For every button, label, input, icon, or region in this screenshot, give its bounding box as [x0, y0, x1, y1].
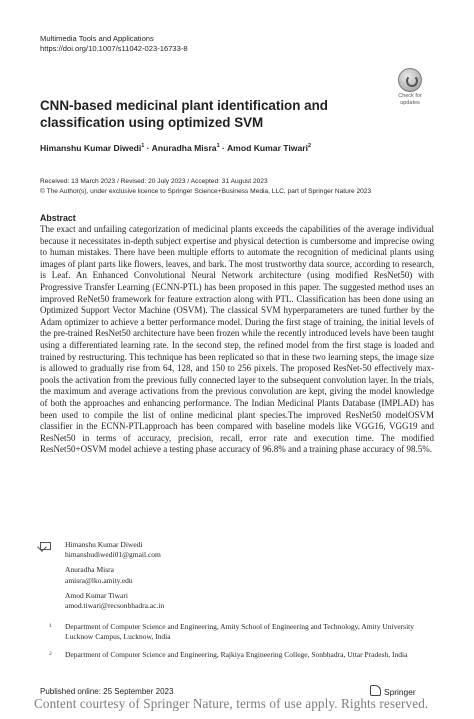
affiliation-number: 2 — [49, 651, 52, 658]
published-online-date: Published online: 25 September 2023 — [40, 687, 174, 696]
correspondent-email[interactable]: amisra@lko.amity.edu — [65, 575, 133, 585]
affiliation-text: Department of Computer Science and Engineering, Amity School of Engineering and Technology, Amity University Lucknow Campus, Lucknow, India — [65, 622, 414, 642]
check-updates-icon — [398, 68, 422, 92]
correspondent-name: Himanshu Kumar Diwedi — [65, 540, 143, 549]
author-separator: · — [219, 143, 227, 153]
paper-title: CNN-based medicinal plant identification and classification using optimized SVM — [40, 98, 328, 130]
publisher-name: Springer — [384, 687, 416, 697]
dates-line: Received: 13 March 2023 / Revised: 20 July 2023 / Accepted: 31 August 2023 — [40, 178, 268, 185]
correspondent-email[interactable]: himanshudiwedi01@gmail.com — [65, 550, 161, 560]
author-list — [40, 143, 440, 153]
badge-line-2: updates — [400, 100, 420, 106]
publication-history — [40, 177, 440, 196]
correspondence-block — [40, 540, 440, 616]
doi-link[interactable]: https://doi.org/10.1007/s11042-023-16733-8 — [40, 44, 188, 53]
author-name[interactable]: Anuradha Misra — [151, 143, 217, 153]
author-name[interactable]: Himanshu Kumar Diwedi — [40, 143, 142, 153]
envelope-icon — [40, 542, 51, 550]
affiliation-entry — [40, 650, 440, 660]
journal-name: Multimedia Tools and Applications — [40, 34, 154, 43]
author-affiliation-mark: 2 — [308, 143, 312, 150]
correspondence-entry — [40, 540, 440, 560]
correspondent-email[interactable]: amod.tiwari@recsonbhadra.ac.in — [65, 601, 165, 611]
copyright-line: © The Author(s), under exclusive licence to Springer Science+Business Media, LLC, part of Springer Nature 2023 — [40, 187, 372, 195]
courtesy-watermark: Content courtesy of Springer Nature, terms of use apply. Rights reserved. — [34, 696, 429, 711]
affiliations-block — [40, 622, 440, 669]
affiliation-text: Department of Computer Science and Engineering, Rajkiya Engineering College, Sonbhadra, Uttar Pradesh, India — [65, 650, 408, 660]
affiliation-number: 1 — [49, 623, 52, 629]
badge-line-1: Check for — [398, 93, 422, 99]
correspondence-entry — [40, 591, 440, 611]
author-name[interactable]: Amod Kumar Tiwari — [226, 143, 308, 153]
springer-horse-icon — [370, 685, 381, 696]
abstract-heading: Abstract — [40, 213, 76, 223]
correspondent-name: Amod Kumar Tiwari — [65, 590, 128, 600]
correspondence-entry — [40, 565, 440, 585]
author-affiliation-mark: 1 — [216, 143, 220, 150]
abstract-text: The exact and unfailing categorization of medicinal plants exceeds the capabilities of the average individual because it necessitates in-depth subject expertise and physical detection is cumbersome and imprecise owing to human mistakes. There have been multiple efforts to automate the recognition of medicinal plants using images of plant parts like flowers, leaves, and bark. The most trustworthy data source, according to research, is Leaf. An Enhanced Convolutional Neural Network architecture (using modified ResNet50) with Progressive Transfer Learning (ECNN-PTL) has been proposed in this paper. The suggested method uses an improved ReNet50 framework for feature extraction along with PTL. Classification has been done using an Optimized Support Vector Machine (OSVM). The classical SVM hyperparameters are tuned further by the Adam optimizer to achieve a better performance model. During the first stage of training, the initial levels of the pre-trained ResNet50 architecture have been frozen while the recently introduced levels have been taught using a differentiated learning rate. In the second step, the refined model from the first stage is loaded and trained by restructuring. This technique has been replicated so that in these two learning steps, the image size is allowed to gradually rise from 64, 128, and 150 to 256 pixels. The proposed ResNet-50 effectively max-pools the activation from the previous fully connected layer to the subsequent convolution layer. In the trials, the maximum and average activations from the previous convolution are kept, giving the model knowledge of both the approaches and enhancing performance. The Indian Medicinal Plants Database (IMPLAD) has been used to compile the list of online medicinal plant species.The improved ResNet50 modelOSVM classifier in the ECNN-PTLapproach has been compared with baseline models like VGG16, VGG19 and ResNet50 in terms of accuracy, precision, recall, error rate and execution time. The modified ResNet50+OSVM model achieve a testing phase accuracy of 96.8% and a training phase accuracy of 98.5%. — [40, 224, 434, 455]
affiliation-entry — [40, 622, 440, 642]
correspondent-name: Anuradha Misra — [65, 565, 114, 575]
journal-header — [40, 34, 188, 54]
author-affiliation-mark: 1 — [141, 143, 145, 150]
author-separator: · — [144, 143, 152, 153]
